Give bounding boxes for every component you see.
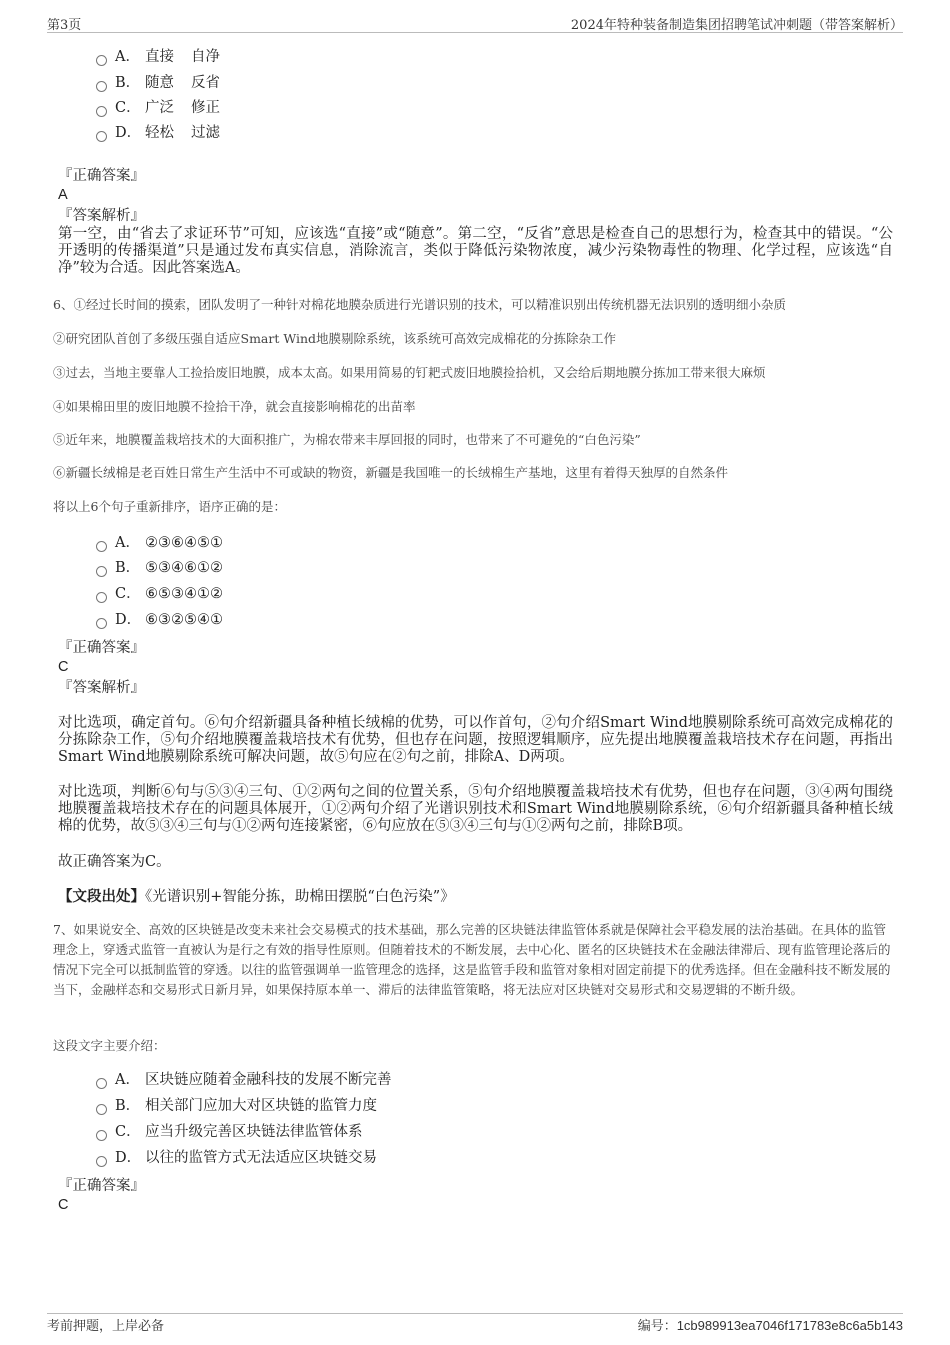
q6-sentence-3: ③过去，当地主要靠人工捡拾废旧地膜，成本太高。如果用简易的钉耙式废旧地膜捡拾机，又会给后期地膜分拣加工带来很大麻烦 bbox=[53, 365, 766, 380]
q7-option-b[interactable]: B． 相关部门应加大对区块链的监管力度 bbox=[96, 1096, 377, 1116]
q5-answer: A bbox=[58, 187, 68, 203]
q6-source bbox=[58, 888, 893, 906]
page-footer bbox=[47, 1313, 903, 1334]
q7-option-a[interactable]: A． 区块链应随着金融科技的发展不断完善 bbox=[96, 1070, 392, 1090]
radio-icon[interactable] bbox=[96, 592, 107, 603]
radio-icon[interactable] bbox=[96, 106, 107, 117]
q6-source-label: 【文段出处】 bbox=[58, 888, 145, 905]
q6-option-c[interactable]: C． ⑥⑤③④①② bbox=[96, 584, 223, 604]
q7-option-c[interactable]: C． 应当升级完善区块链法律监管体系 bbox=[96, 1122, 363, 1142]
q7-prompt: 这段文字主要介绍： bbox=[53, 1038, 166, 1053]
radio-icon[interactable] bbox=[96, 1130, 107, 1141]
q6-option-d[interactable]: D． ⑥③②⑤④① bbox=[96, 610, 223, 630]
radio-icon[interactable] bbox=[96, 1104, 107, 1115]
radio-icon[interactable] bbox=[96, 131, 107, 142]
document-title: 2024年特种装备制造集团招聘笔试冲刺题（带答案解析） bbox=[570, 18, 903, 33]
q6-option-a[interactable]: A． ②③⑥④⑤① bbox=[96, 533, 223, 553]
q7-answer-label: 『正确答案』 bbox=[58, 1178, 145, 1194]
radio-icon[interactable] bbox=[96, 566, 107, 577]
q6-option-b[interactable]: B． ⑤③④⑥①② bbox=[96, 558, 223, 578]
radio-icon[interactable] bbox=[96, 1078, 107, 1089]
radio-icon[interactable] bbox=[96, 618, 107, 629]
radio-icon[interactable] bbox=[96, 1156, 107, 1167]
q7-option-d[interactable]: D． 以往的监管方式无法适应区块链交易 bbox=[96, 1148, 377, 1168]
footer-slogan: 考前押题，上岸必备 bbox=[47, 1319, 165, 1334]
q7-passage: 7、如果说安全、高效的区块链是改变未来社会交易模式的技术基础，那么完善的区块链法律监管体系就是保障社会平稳发展的法治基础。在具体的监管理念上，穿透式监管一直被认为是行之有效的指导性原则。但随着技术的不断发展，去中心化、匿名的区块链技术在金融法律滞后、现有监管理论落后的情况下完全可以抵制监管的穿透。以往的监管强调单一监管理念的选择，这是监管手段和监管对象相对固定前提下的优秀选择。但在金融科技不断发展的当下，金融样态和交易形式日新月异，如果保持原本单一、滞后的法律监管策略，将无法应对区块链对交易形式和交易逻辑的不断升级。 bbox=[53, 922, 891, 997]
q6-sentence-1: 6、①经过长时间的摸索，团队发明了一种针对棉花地膜杂质进行光谱识别的技术，可以精准识别出传统机器无法识别的透明细小杂质 bbox=[53, 297, 786, 312]
document-id: 编号：1cb989913ea7046f171783e8c6a5b143 bbox=[637, 1318, 903, 1333]
q6-analysis-paragraph-1: 对比选项，确定首句。⑥句介绍新疆具备种植长绒棉的优势，可以作首句，②句介绍Smart Wind地膜剔除系统可高效完成棉花的分拣除杂工作，⑤句介绍地膜覆盖栽培技术有优势，但也存在问题，按照逻辑顺序，应先提出地膜覆盖栽培技术存在问题，再指出Smart Wind地膜剔除系统可解决问题，故⑤句应在②句之前，排除A、D两项。 bbox=[58, 715, 893, 765]
page-number: 第3页 bbox=[47, 18, 82, 33]
radio-icon[interactable] bbox=[96, 81, 107, 92]
q5-option-c[interactable]: C． 广泛 修正 bbox=[96, 98, 220, 118]
q5-analysis: 第一空，由“省去了求证环节”可知，应该选“直接”或“随意”。第二空，“反省”意思是检查自己的思想行为，检查其中的错误。“公开透明的传播渠道”只是通过发布真实信息，消除流言，类似于降低污染物浓度，减少污染物毒性的物理、化学过程，应该选“自净”较为合适。因此答案选A。 bbox=[58, 226, 893, 276]
q6-analysis-label: 『答案解析』 bbox=[58, 680, 145, 696]
q6-conclusion: 故正确答案为C。 bbox=[58, 854, 171, 870]
q5-option-b[interactable]: B． 随意 反省 bbox=[96, 73, 220, 93]
q6-answer: C bbox=[58, 659, 69, 675]
q6-sentence-5: ⑤近年来，地膜覆盖栽培技术的大面积推广，为棉农带来丰厚回报的同时，也带来了不可避免的“白色污染” bbox=[53, 432, 641, 447]
q5-answer-label: 『正确答案』 bbox=[58, 168, 145, 184]
q6-analysis-paragraph-2: 对比选项，判断⑥句与⑤③④三句、①②两句之间的位置关系，⑤句介绍地膜覆盖栽培技术有优势，但也存在问题，③④两句围绕地膜覆盖栽培技术存在的问题具体展开，①②两句介绍了光谱识别技术和Smart Wind地膜剔除系统，⑥句介绍新疆具备种植长绒棉的优势，故⑤③④三句与①②两句连接紧密，⑥句应放在⑤③④三句与①②两句之前，排除B项。 bbox=[58, 784, 893, 834]
page-header bbox=[47, 14, 903, 33]
q6-sentence-4: ④如果棉田里的废旧地膜不捡拾干净，就会直接影响棉花的出苗率 bbox=[53, 399, 416, 414]
q5-option-d[interactable]: D． 轻松 过滤 bbox=[96, 123, 220, 143]
q5-option-a[interactable]: A． 直接 自净 bbox=[96, 47, 220, 67]
q7-answer: C bbox=[58, 1197, 69, 1213]
q6-sentence-2: ②研究团队首创了多级压强自适应Smart Wind地膜剔除系统，该系统可高效完成棉花的分拣除杂工作 bbox=[53, 331, 617, 346]
q6-source-title: 《光谱识别+智能分拣，助棉田摆脱“白色污染”》 bbox=[145, 889, 455, 905]
q6-prompt: 将以上6个句子重新排序，语序正确的是： bbox=[53, 499, 286, 514]
radio-icon[interactable] bbox=[96, 55, 107, 66]
radio-icon[interactable] bbox=[96, 541, 107, 552]
q6-sentence-6: ⑥新疆长绒棉是老百姓日常生产生活中不可或缺的物资，新疆是我国唯一的长绒棉生产基地，这里有着得天独厚的自然条件 bbox=[53, 465, 729, 480]
q5-analysis-label: 『答案解析』 bbox=[58, 208, 145, 224]
q6-answer-label: 『正确答案』 bbox=[58, 640, 145, 656]
